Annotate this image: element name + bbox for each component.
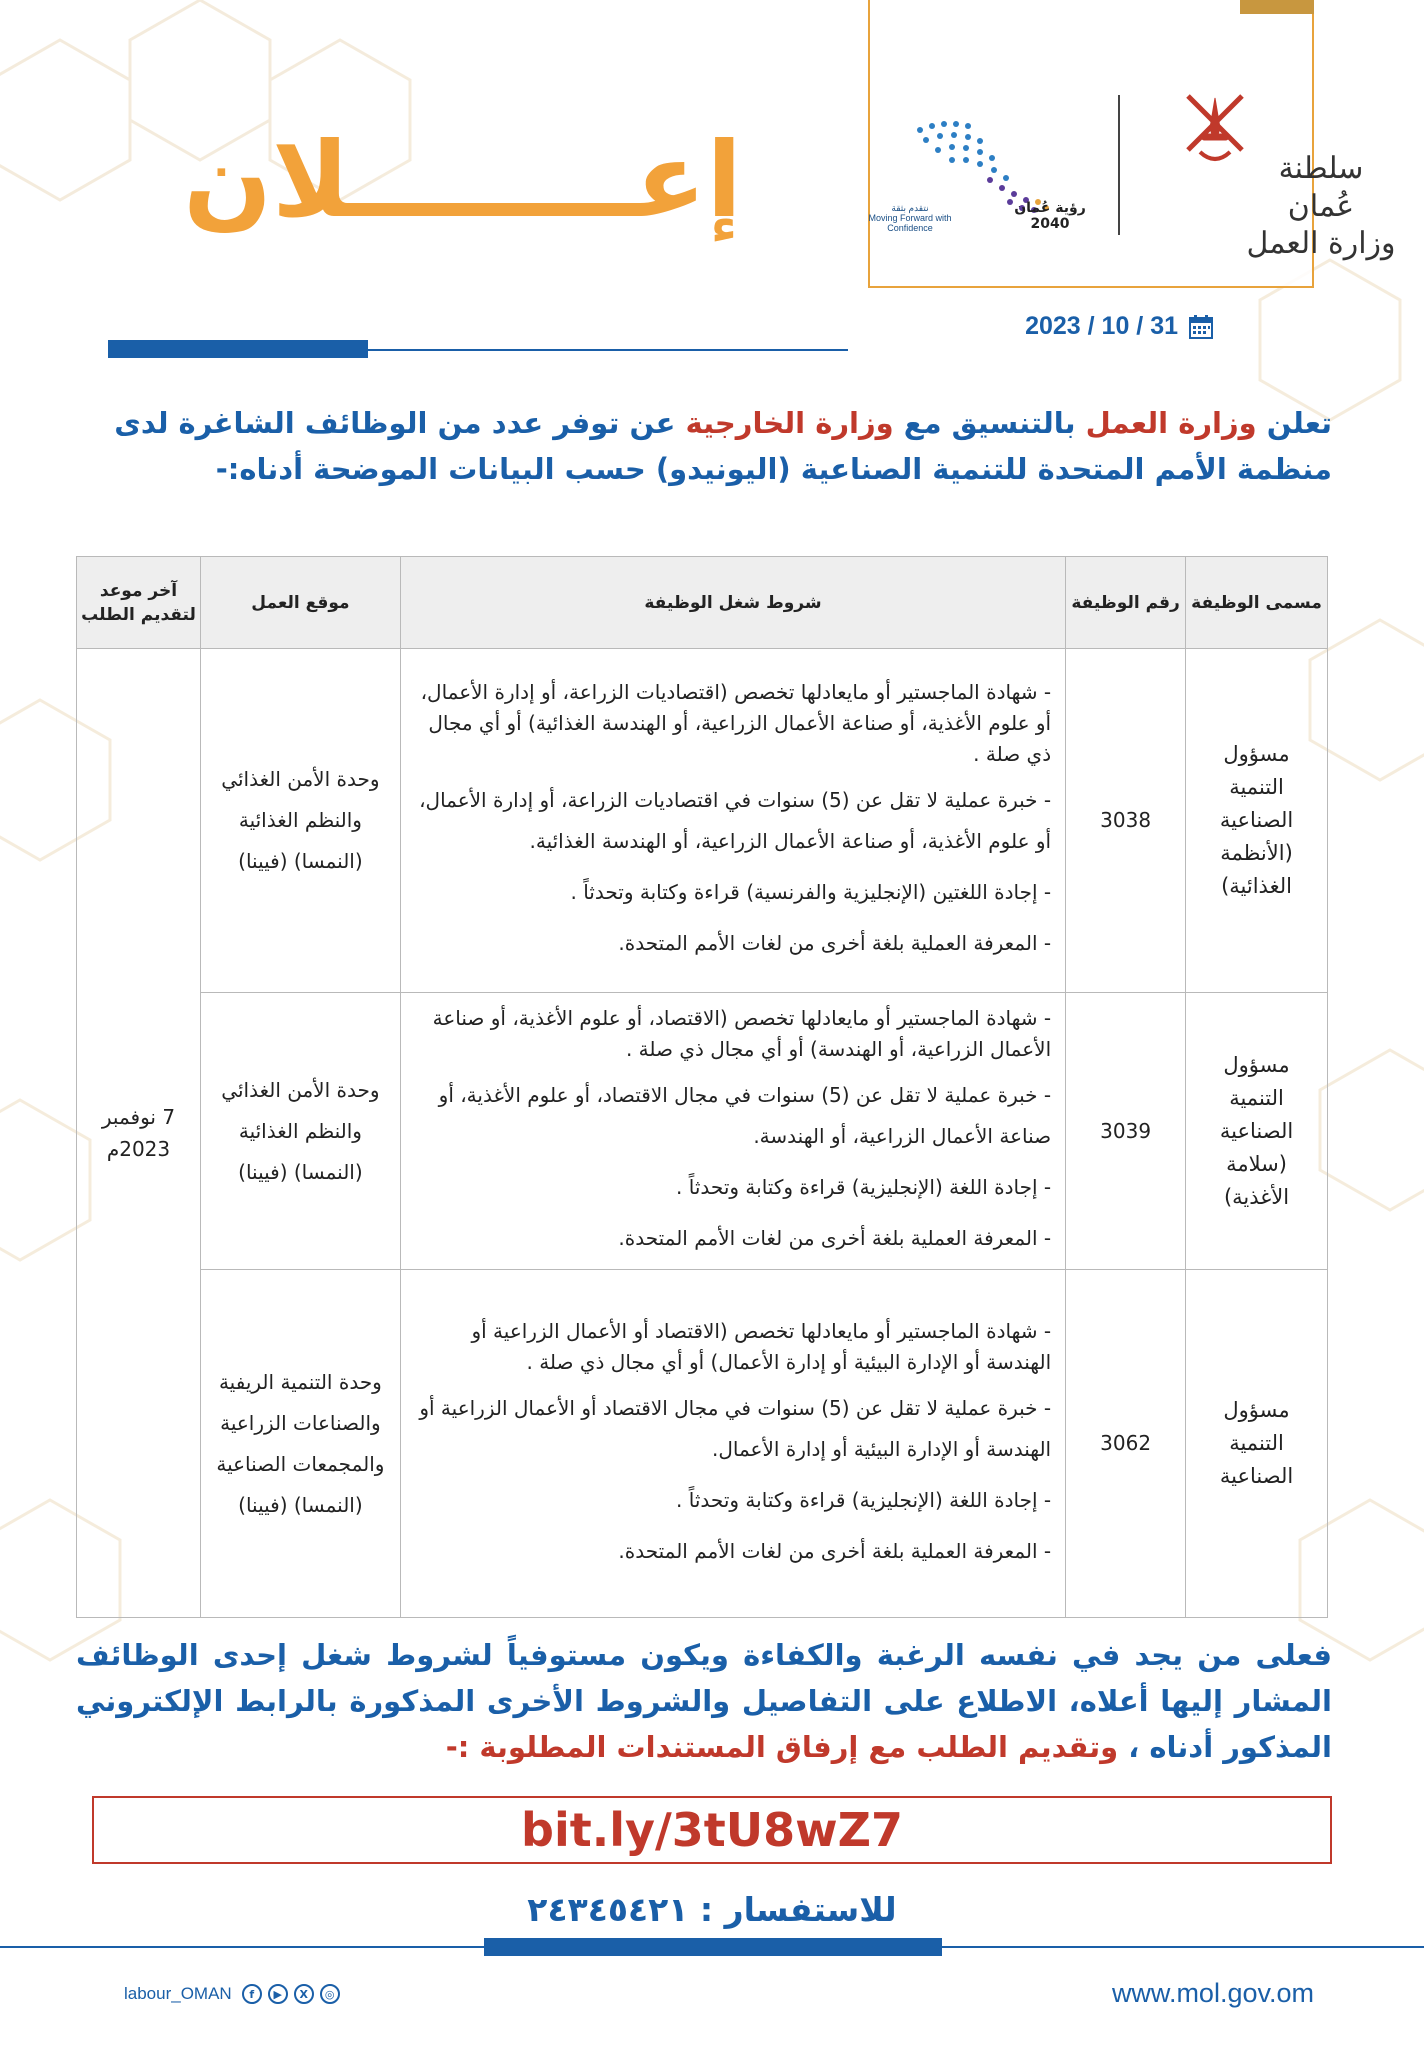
intro-text-2: بالتنسيق مع [893, 406, 1086, 440]
intro-foreign-ministry: وزارة الخارجية [685, 406, 894, 440]
intro-paragraph [110, 400, 1332, 492]
social-links [124, 1984, 340, 2004]
header-underline-thin [368, 349, 848, 351]
job-title: مسؤول التنمية الصناعية (الأنظمة الغذائية) [1186, 649, 1328, 993]
intro-text-1: تعلن [1256, 406, 1332, 440]
job-conditions [400, 649, 1065, 993]
condition-item: - خبرة عملية لا تقل عن (5) سنوات في مجال الاقتصاد أو الأعمال الزراعية أو الهندسة أو الإدارة البيئية أو إدارة الأعمال. [419, 1395, 1052, 1461]
ministry-name [1246, 150, 1396, 263]
date-row [1025, 312, 1214, 341]
intro-ministry: وزارة العمل [1085, 406, 1257, 440]
closing-paragraph [76, 1632, 1332, 1770]
website-link[interactable]: www.mol.gov.om [1111, 1978, 1314, 2008]
intro-text-3: عن توفر عدد من الوظائف الشاغرة لدى منظمة الأمم المتحدة للتنمية الصناعية (اليونيدو) حسب البيانات الموضحة أدناه:- [114, 406, 1332, 486]
header-deadline: آخر موعد لتقديم الطلب [77, 557, 201, 649]
application-link-box[interactable] [92, 1796, 1332, 1864]
announcement-date: 2023 / 10 / 31 [1025, 312, 1178, 340]
application-link[interactable]: bit.ly/3tU8wZ7 [521, 1803, 903, 1857]
x-icon[interactable]: X [294, 1984, 314, 2004]
header-work-location: موقع العمل [200, 557, 400, 649]
job-title: مسؤول التنمية الصناعية [1186, 1270, 1328, 1618]
job-number: 3038 [1066, 649, 1186, 993]
condition-item: - شهادة الماجستير أو مايعادلها تخصص (الاقتصاد أو الأعمال الزراعية أو الهندسة أو الإدارة البيئية أو إدارة الأعمال) أو أي مجال ذي صلة . [471, 1318, 1052, 1374]
condition-item: - إجادة اللغتين (الإنجليزية والفرنسية) قراءة وكتابة وتحدثاً . [570, 880, 1052, 904]
header-job-number: رقم الوظيفة [1066, 557, 1186, 649]
calendar-icon [1188, 314, 1214, 340]
condition-item: - خبرة عملية لا تقل عن (5) سنوات في مجال الاقتصاد، أو علوم الأغذية، أو صناعة الأعمال الزراعية، أو الهندسة. [438, 1083, 1052, 1148]
corner-accent [1240, 0, 1314, 14]
condition-item: - إجادة اللغة (الإنجليزية) قراءة وكتابة وتحدثاً . [676, 1487, 1052, 1512]
work-location: وحدة الأمن الغذائي والنظم الغذائية (النمسا) (فيينا) [200, 649, 400, 993]
vision-tagline [860, 204, 960, 234]
header-job-conditions: شروط شغل الوظيفة [400, 557, 1065, 649]
logo-divider [1118, 95, 1120, 235]
condition-item: - شهادة الماجستير أو مايعادلها تخصص (الاقتصاد، أو علوم الأغذية، أو صناعة الأعمال الزراعية، أو الهندسة) أو أي مجال ذي صلة . [432, 1006, 1052, 1061]
job-title: مسؤول التنمية الصناعية (سلامة الأغذية) [1186, 993, 1328, 1270]
table-row [77, 649, 1328, 993]
inquiry-phone: للاستفسار : ٢٤٣٤٥٤٢١ [527, 1890, 897, 1929]
vision-tagline-en: Moving Forward with Confidence [868, 212, 952, 233]
facebook-icon[interactable]: f [242, 1984, 262, 2004]
instagram-icon[interactable]: ◎ [320, 1984, 340, 2004]
youtube-icon[interactable]: ▶ [268, 1984, 288, 2004]
job-number: 3062 [1066, 1270, 1186, 1618]
table-row [77, 1270, 1328, 1618]
table-header-row [77, 557, 1328, 649]
footer-bar [484, 1938, 942, 1956]
closing-text-1: فعلى من يجد في نفسه الرغبة والكفاءة ويكون مستوفياً لشروط شغل إحدى الوظائف المشار إليها أعلاه، الاطلاع على التفاصيل والشروط الأخرى المذكورة بالرابط الإلكتروني المذكور أدناه ، [76, 1638, 1332, 1764]
oman-emblem-icon [1180, 88, 1250, 168]
vision-tagline-ar: نتقدم بثقة [891, 203, 929, 213]
condition-item: - شهادة الماجستير أو مايعادلها تخصص (اقتصاديات الزراعة، أو إدارة الأعمال، أو علوم الأغذية، أو صناعة الأعمال الزراعية، أو الهندسة الغذائية) أو أي مجال ذي صلة . [420, 680, 1052, 766]
vision-name: رؤية عُمان 2040 [1014, 200, 1086, 232]
jobs-table [76, 556, 1328, 1618]
condition-item: - المعرفة العملية بلغة أخرى من لغات الأمم المتحدة. [618, 931, 1052, 955]
closing-text-2: وتقديم الطلب مع إرفاق المستندات المطلوبة :- [445, 1730, 1119, 1764]
header-underline-thick [108, 340, 368, 358]
table-row [77, 993, 1328, 1270]
job-conditions [400, 993, 1065, 1270]
work-location: وحدة التنمية الريفية والصناعات الزراعية والمجمعات الصناعية (النمسا) (فيينا) [200, 1270, 400, 1618]
condition-item: - المعرفة العملية بلغة أخرى من لغات الأمم المتحدة. [618, 1226, 1052, 1250]
social-handle[interactable]: labour_OMAN [124, 1984, 232, 2003]
work-location: وحدة الأمن الغذائي والنظم الغذائية (النمسا) (فيينا) [200, 993, 400, 1270]
deadline-date: 7 نوفمبر 2023م [77, 649, 201, 1618]
ministry-name-line2: وزارة العمل [1246, 226, 1396, 261]
ministry-name-line1: سلطنة عُمان [1278, 151, 1364, 224]
condition-item: - خبرة عملية لا تقل عن (5) سنوات في اقتصاديات الزراعة، أو إدارة الأعمال، أو علوم الأغذية، أو صناعة الأعمال الزراعية، أو الهندسة الغذائية. [419, 788, 1052, 853]
job-conditions [400, 1270, 1065, 1618]
announcement-title: إعــــــــلان [183, 119, 742, 241]
header-job-title: مسمى الوظيفة [1186, 557, 1328, 649]
condition-item: - إجادة اللغة (الإنجليزية) قراءة وكتابة وتحدثاً . [676, 1175, 1052, 1199]
job-number: 3039 [1066, 993, 1186, 1270]
condition-item: - المعرفة العملية بلغة أخرى من لغات الأمم المتحدة. [618, 1538, 1052, 1563]
